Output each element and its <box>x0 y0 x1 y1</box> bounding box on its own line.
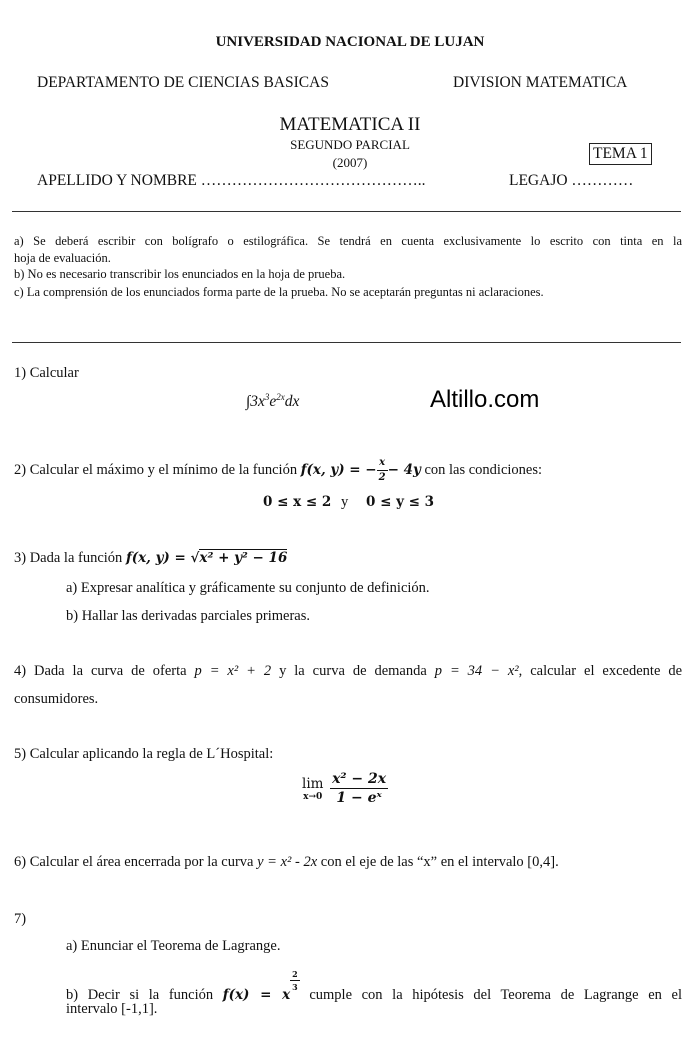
instructions-divider <box>12 342 681 343</box>
division-label: DIVISION MATEMATICA <box>453 74 628 91</box>
legajo-field-label: LEGAJO ………… <box>509 172 634 189</box>
q3-part-b: b) Hallar las derivadas parciales primeras. <box>66 608 310 624</box>
instruction-c: c) La comprensión de los enunciados forma parte de la prueba. No se aceptarán preguntas ni aclaraciones. <box>14 285 544 299</box>
q2-cond2: 0 ≤ y ≤ 3 <box>366 494 435 510</box>
q5-limit: lim x→0 $\frac{\text{x² − 2x}}{\text{1 − eˣ}}$ <box>302 771 387 806</box>
name-field-label: APELLIDO Y NOMBRE …………………………………….. <box>37 172 426 189</box>
instruction-b: b) No es necesario transcribir los enunciados en la hoja de prueba. <box>14 267 346 281</box>
q5-text: 5) Calcular aplicando la regla de L´Hospital: <box>14 746 274 762</box>
q7-part-b-line2: intervalo [-1,1]. <box>66 1001 158 1017</box>
q7-part-a: a) Enunciar el Teorema de Lagrange. <box>66 938 281 954</box>
q6-line: 6) Calcular el área encerrada por la curva y = x² - 2x con el eje de las “x” en el intervalo [0,4]. <box>14 854 559 870</box>
q7-part-b-line1: b) Decir si la función f(x) = x $\frac{2}{3}$ cumple con la hipótesis del Teorema de Lagrange en el <box>66 969 682 1003</box>
q3-line: 3) Dada la función f(x, y) = √x² + y² − 16 <box>14 550 288 566</box>
course-title: MATEMATICA II <box>279 114 421 135</box>
q1-integral: $\int 3x^3e^{2x}dx$ <box>246 392 300 410</box>
exam-year: (2007) <box>332 155 368 170</box>
exam-title: SEGUNDO PARCIAL <box>290 137 410 152</box>
header-divider <box>12 211 681 212</box>
q4-line2: consumidores. <box>14 691 99 707</box>
tema-box: TEMA 1 <box>589 143 652 165</box>
q2-line: 2) Calcular el máximo y el mínimo de la función f(x, y) = − $\frac{x}{2}$ − 4y con las condiciones: <box>14 457 543 484</box>
instruction-a-line2: hoja de evaluación. <box>14 251 111 265</box>
department-label: DEPARTAMENTO DE CIENCIAS BASICAS <box>37 74 329 91</box>
watermark: Altillo.com <box>430 386 540 413</box>
q2-y: y <box>341 494 349 510</box>
q3-part-a: a) Expresar analítica y gráficamente su conjunto de definición. <box>66 580 430 596</box>
university-title: UNIVERSIDAD NACIONAL DE LUJAN <box>215 34 485 50</box>
q2-cond1: 0 ≤ x ≤ 2 <box>263 494 332 510</box>
instruction-a-line1: a) Se deberá escribir con bolígrafo o estilográfica. Se tendrá en cuenta exclusivamente lo escrito con tinta en la <box>14 234 682 248</box>
q1-text: 1) Calcular <box>14 365 79 381</box>
q7-label: 7) <box>14 911 27 927</box>
q4-line1: 4) Dada la curva de oferta p = x² + 2 y la curva de demanda p = 34 − x², calcular el excedente de <box>14 663 683 679</box>
